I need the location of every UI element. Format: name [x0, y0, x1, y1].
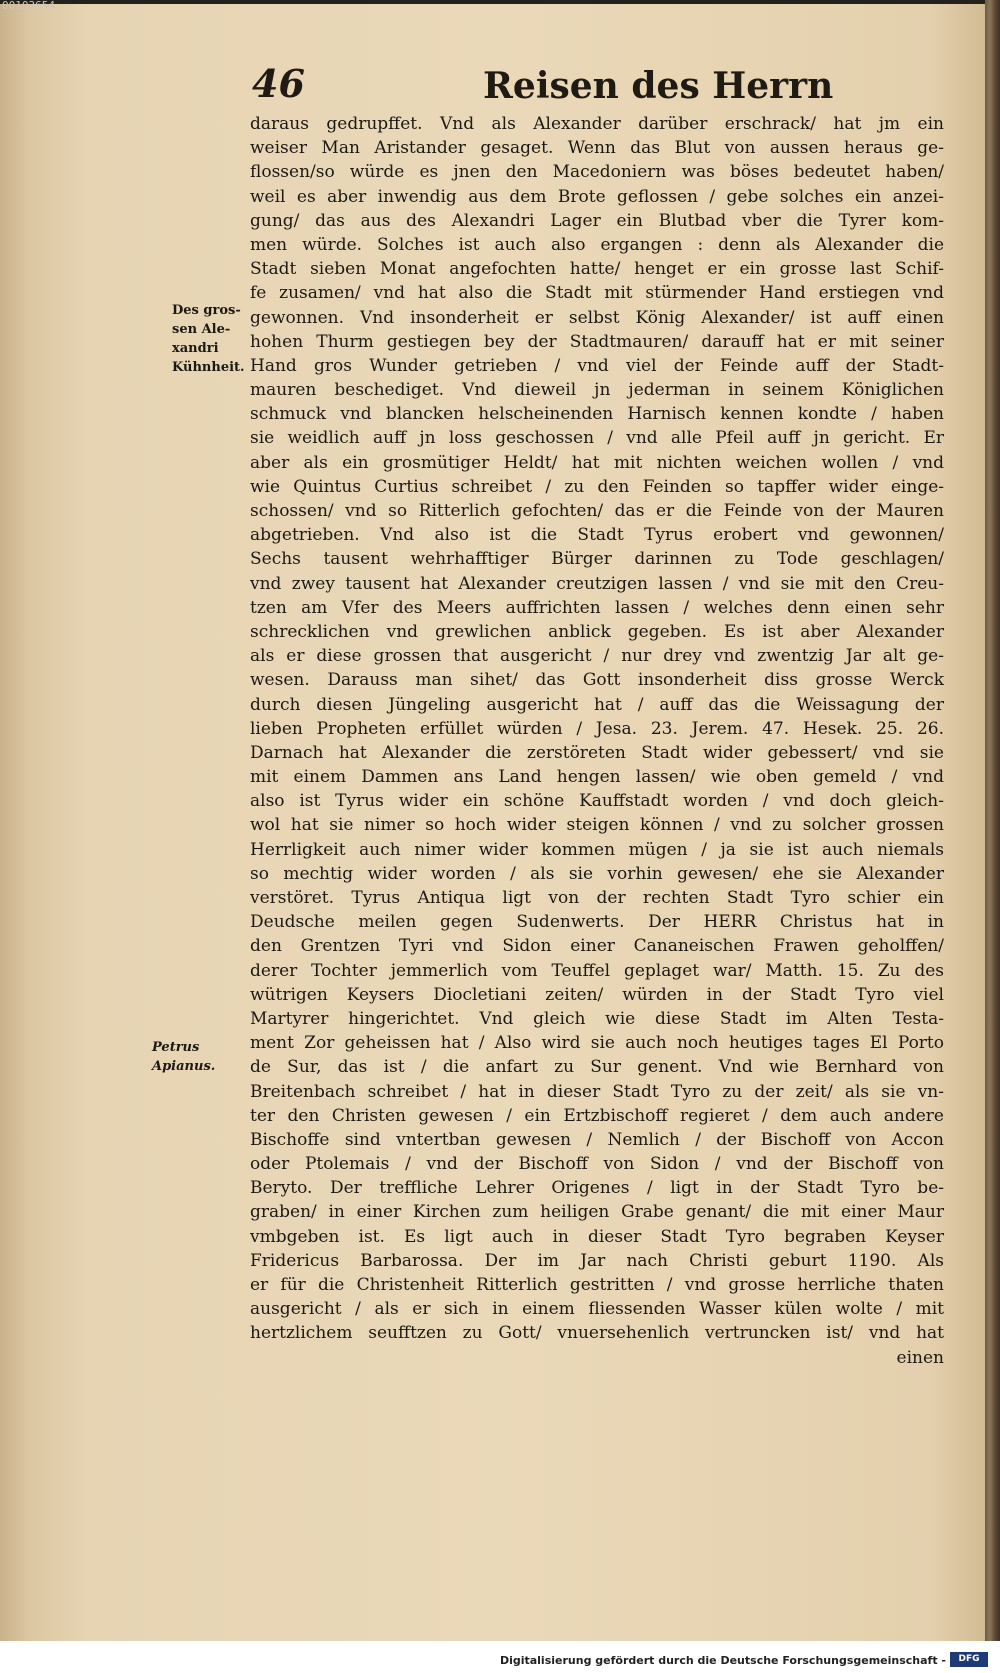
text-line: wütrigen Keysers Diocletiani zeiten/ würden in der Stadt Tyro viel	[250, 984, 944, 1005]
text-line: durch diesen Jüngeling ausgericht hat / auff das die Weissagung der	[250, 694, 944, 715]
text-line: wol hat sie nimer so hoch wider steigen können / vnd zu solcher grossen	[250, 815, 944, 836]
text-line: wesen. Darauss man sihet/ das Gott insonderheit diss grosse Werck	[250, 670, 944, 691]
text-line: sie weidlich auff jn loss geschossen / vnd alle Pfeil auff jn gericht. Er	[250, 428, 944, 449]
text-line: ausgericht / als er sich in einem fliessenden Wasser külen wolte / mit	[250, 1299, 944, 1320]
text-line: oder Ptolemais / vnd der Bischoff von Sidon / vnd der Bischoff von	[250, 1154, 944, 1175]
text-line: men würde. Solches ist auch also ergangen : denn als Alexander die	[250, 234, 944, 255]
margin-note-line: Petrus	[152, 1040, 200, 1055]
text-line: Beryto. Der treffliche Lehrer Origenes / ligt in der Stadt Tyro be-	[250, 1178, 944, 1199]
text-line: Fridericus Barbarossa. Der im Jar nach Christi geburt 1190. Als	[250, 1250, 944, 1271]
page-number: 46	[252, 61, 305, 106]
body-text	[250, 112, 944, 1370]
margin-note-line: xandri	[172, 341, 219, 356]
text-line: schmuck vnd blancken helscheinenden Harnisch kennen kondte / haben	[250, 404, 944, 425]
text-line: Hand gros Wunder getrieben / vnd viel der Feinde auff der Stadt-	[250, 355, 944, 376]
text-line: den Grentzen Tyri vnd Sidon einer Cananeischen Frawen geholffen/	[250, 936, 944, 957]
text-line: vmbgeben ist. Es ligt auch in dieser Stadt Tyro begraben Keyser	[250, 1226, 944, 1247]
text-line: schrecklichen vnd grewlichen anblick gegeben. Es ist aber Alexander	[250, 621, 944, 642]
text-line: ment Zor geheissen hat / Also wird sie auch noch heutiges tages El Porto	[250, 1033, 944, 1054]
text-line: flossen/so würde es jnen den Macedoniern was böses bedeutet haben/	[250, 162, 944, 183]
margin-note-line: Apianus.	[152, 1059, 216, 1074]
text-line: als er diese grossen that ausgericht / nur drey vnd zwentzig Jar alt ge-	[250, 646, 944, 667]
text-line: einen	[896, 1347, 944, 1368]
text-line: Bischoffe sind vntertban gewesen / Nemlich / der Bischoff von Accon	[250, 1129, 944, 1150]
margin-note-alexander	[172, 301, 245, 377]
margin-note-line: sen Ale-	[172, 322, 231, 337]
text-line: verstöret. Tyrus Antiqua ligt von der rechten Stadt Tyro schier ein	[250, 888, 944, 908]
margin-note-line: Kühnheit.	[172, 360, 245, 375]
text-line: weiser Man Aristander gesaget. Wenn das Blut von aussen heraus ge-	[250, 138, 944, 159]
text-line: er für die Christenheit Ritterlich gestritten / vnd grosse herrliche thaten	[250, 1275, 944, 1295]
text-line: ter den Christen gewesen / ein Ertzbischoff regieret / dem auch andere	[250, 1105, 944, 1126]
text-line: Sechs tausent wehrhafftiger Bürger darinnen zu Tode geschlagen/	[250, 549, 944, 570]
text-line: so mechtig wider worden / als sie vorhin gewesen/ ehe sie Alexander	[250, 863, 944, 884]
text-line: Herrligkeit auch nimer wider kommen mügen / ja sie ist auch niemals	[250, 839, 944, 860]
text-line: fe zusamen/ vnd hat also die Stadt mit stürmender Hand erstiegen vnd	[250, 283, 944, 304]
text-line: also ist Tyrus wider ein schöne Kauffstadt worden / vnd doch gleich-	[250, 791, 944, 812]
margin-note-line: Des gros-	[172, 303, 241, 318]
scan-id: 00103654	[2, 0, 55, 12]
text-line: lieben Propheten erfüllet würden / Jesa. 23. Jerem. 47. Hesek. 25. 26.	[250, 718, 944, 739]
dfg-logo: DFG	[950, 1652, 988, 1667]
text-line: Darnach hat Alexander die zerstöreten Stadt wider gebessert/ vnd sie	[250, 742, 944, 763]
running-head: Reisen des Herrn	[483, 65, 834, 107]
text-line: mit einem Dammen ans Land hengen lassen/ wie oben gemeld / vnd	[250, 767, 944, 788]
text-line: schossen/ vnd so Ritterlich gefochten/ das er die Feinde von der Mauren	[250, 501, 944, 521]
text-line: wie Quintus Curtius schreibet / zu den Feinden so tapffer wider einge-	[250, 476, 944, 497]
text-line: Stadt sieben Monat angefochten hatte/ henget er ein grosse last Schif-	[250, 259, 944, 280]
text-line: graben/ in einer Kirchen zum heiligen Grabe genant/ die mit einer Maur	[250, 1202, 944, 1223]
margin-note-apianus	[152, 1038, 215, 1076]
text-line: de Sur, das ist / die anfart zu Sur genent. Vnd wie Bernhard von	[250, 1057, 944, 1078]
book-page	[0, 4, 985, 1641]
text-line: mauren beschediget. Vnd dieweil jn jederman in seinem Königlichen	[250, 380, 944, 401]
text-line: tzen am Vfer des Meers auffrichten lassen / welches denn einen sehr	[250, 597, 944, 618]
text-line: Breitenbach schreibet / hat in dieser Stadt Tyro zu der zeit/ als sie vn-	[250, 1081, 944, 1102]
footer-credit: Digitalisierung gefördert durch die Deutsche Forschungsgemeinschaft -	[499, 1654, 946, 1667]
text-line: weil es aber inwendig aus dem Brote geflossen / gebe solches ein anzei-	[250, 186, 944, 207]
footer-bar	[0, 1641, 1000, 1673]
text-line: Martyrer hingerichtet. Vnd gleich wie diese Stadt im Alten Testa-	[250, 1008, 944, 1029]
text-line: daraus gedrupffet. Vnd als Alexander darüber erschrack/ hat jm ein	[250, 114, 944, 134]
book-edge	[985, 0, 1000, 1650]
text-line: abgetrieben. Vnd also ist die Stadt Tyrus erobert vnd gewonnen/	[250, 525, 944, 546]
text-line: gewonnen. Vnd insonderheit er selbst König Alexander/ ist auff einen	[250, 307, 944, 328]
text-line: derer Tochter jemmerlich vom Teuffel geplaget war/ Matth. 15. Zu des	[250, 960, 944, 981]
text-line: hertzlichem seufftzen zu Gott/ vnuersehenlich vertruncken ist/ vnd hat	[250, 1323, 944, 1344]
text-line: hohen Thurm gestiegen bey der Stadtmauren/ darauff hat er mit seiner	[250, 331, 944, 352]
text-line: vnd zwey tausent hat Alexander creutzigen lassen / vnd sie mit den Creu-	[250, 573, 944, 594]
text-line: gung/ das aus des Alexandri Lager ein Blutbad vber die Tyrer kom-	[250, 210, 944, 231]
text-line: Deudsche meilen gegen Sudenwerts. Der HERR Christus hat in	[250, 912, 944, 933]
text-line: aber als ein grosmütiger Heldt/ hat mit nichten weichen wollen / vnd	[250, 452, 944, 473]
